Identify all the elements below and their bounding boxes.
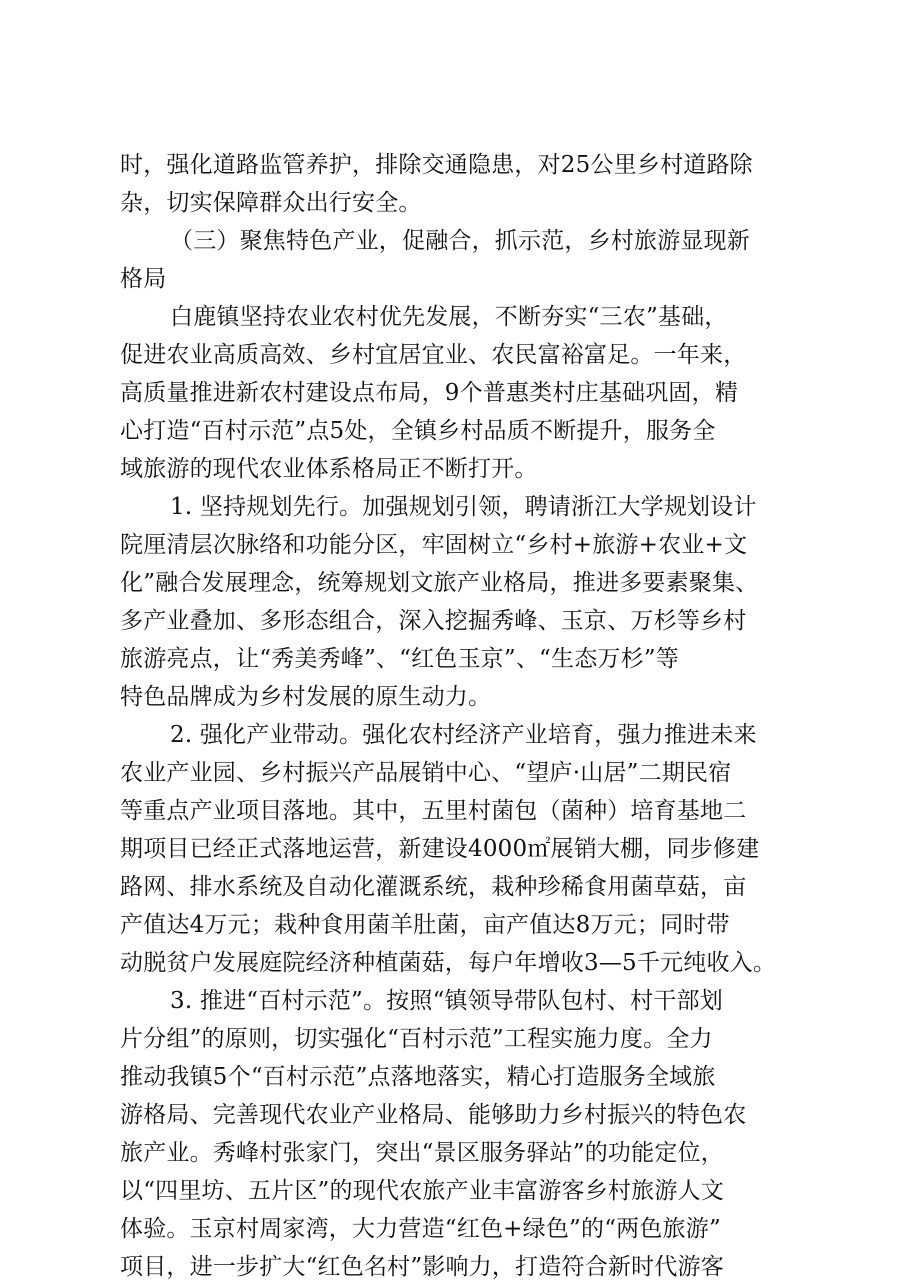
text-line: 高质量推进新农村建设点布局，9个普惠类村庄基础巩固，精: [120, 380, 739, 406]
text-line: 域旅游的现代农业体系格局正不断打开。: [120, 456, 538, 482]
text-line: 心打造“百村示范”点5处，全镇乡村品质不断提升，服务全: [120, 418, 716, 444]
numbered-item: 2. 强化产业带动。强化农村经济产业培育，强力推进未来: [170, 722, 757, 748]
numbered-item: 3. 推进“百村示范”。按照“镇领导带队包村、村干部划: [170, 988, 723, 1014]
text-line: 旅产业。秀峰村张家门，突出“景区服务驿站”的功能定位，: [120, 1140, 724, 1166]
text-line: 时，强化道路监管养护，排除交通隐患，对25公里乡村道路除: [120, 152, 753, 178]
text-line: 促进农业高质高效、乡村宜居宜业、农民富裕富足。一年来，: [120, 342, 747, 368]
text-line: 产值达4万元；栽种食用菌羊肚菌，亩产值达8万元；同时带: [120, 912, 730, 938]
text-line: 杂，切实保障群众出行安全。: [120, 190, 422, 216]
text-line: 等重点产业项目落地。其中，五里村菌包（菌种）培育基地二: [120, 798, 747, 824]
text-line: 旅游亮点，让“秀美秀峰”、“红色玉京”、“生态万杉”等: [120, 646, 679, 672]
text-line: 游格局、完善现代农业产业格局、能够助力乡村振兴的特色农: [120, 1102, 747, 1128]
text-line: 多产业叠加、多形态组合，深入挖掘秀峰、玉京、万杉等乡村: [120, 608, 747, 634]
text-line: 农业产业园、乡村振兴产品展销中心、“望庐·山居”二期民宿: [120, 760, 732, 786]
text-line: 化”融合发展理念，统筹规划文旅产业格局，推进多要素聚集、: [120, 570, 759, 596]
text-line: 动脱贫户发展庭院经济种植菌菇，每户年增收3—5千元纯收入。: [120, 950, 777, 976]
text-line: 院厘清层次脉络和功能分区，牢固树立“乡村+旅游+农业+文: [120, 532, 748, 558]
text-line: 以“四里坊、五片区”的现代农旅产业丰富游客乡村旅游人文: [120, 1178, 724, 1204]
text-line: 白鹿镇坚持农业农村优先发展，不断夯实“三农”基础，: [170, 304, 728, 330]
text-line: 体验。玉京村周家湾，大力营造“红色+绿色”的“两色旅游”: [120, 1216, 721, 1242]
text-line: 特色品牌成为乡村发展的原生动力。: [120, 684, 492, 710]
numbered-item: 1. 坚持规划先行。加强规划引领，聘请浙江大学规划设计: [170, 494, 757, 520]
text-line: 推动我镇5个“百村示范”点落地落实，精心打造服务全域旅: [120, 1064, 716, 1090]
text-line: 路网、排水系统及自动化灌溉系统，栽种珍稀食用菌草菇，亩: [120, 874, 747, 900]
text-line: 项目，进一步扩大“红色名村”影响力，打造符合新时代游客: [120, 1254, 724, 1280]
text-line: 期项目已经正式落地运营，新建设4000㎡展销大棚，同步修建: [120, 836, 760, 862]
text-line: 片分组”的原则，切实强化“百村示范”工程实施力度。全力: [120, 1026, 713, 1052]
section-heading: （三）聚焦特色产业，促融合，抓示范，乡村旅游显现新: [170, 228, 750, 254]
section-heading: 格局: [120, 266, 167, 292]
